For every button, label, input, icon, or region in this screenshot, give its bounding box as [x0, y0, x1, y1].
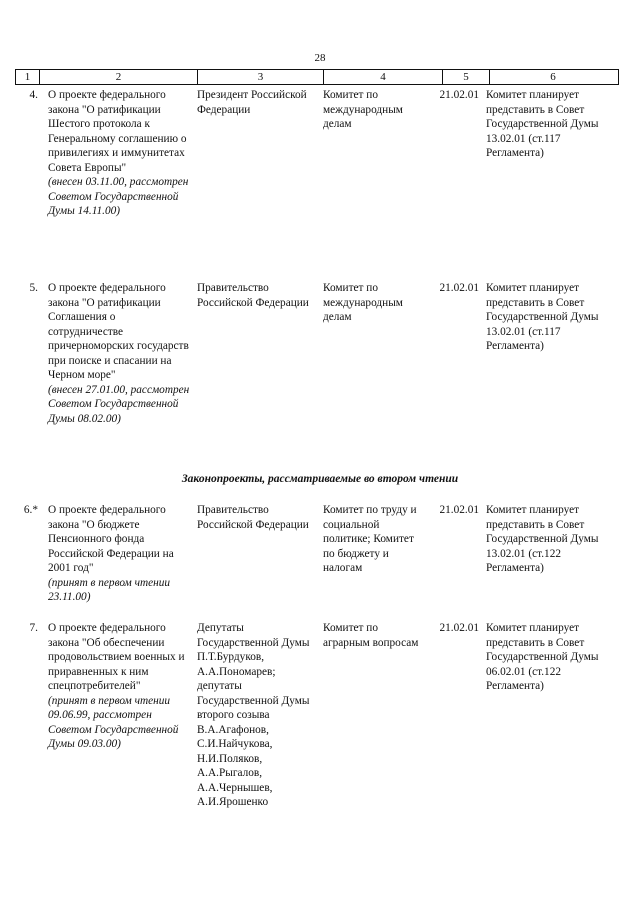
header-col-2: 2 [40, 70, 198, 84]
page-number: 28 [314, 52, 326, 64]
author: Депутаты Государственной Думы П.Т.Бурдуков, А.А.Пономарев; депутаты Государственной Думы второго созыва В.А.Агафонов, С.И.Найчукова, Н.И.Поляков, А.А.Рыгалов, А.А.Чернышев, А.И.Ярошенко [197, 622, 310, 808]
committee: Комитет по международным делам [323, 282, 403, 323]
row-number: 5. [29, 282, 38, 294]
remark: Комитет планирует представить в Совет Государственной Думы 13.02.01 (ст.122 Регламента) [486, 504, 599, 574]
bill-cell [48, 281, 193, 426]
row-number: 6.* [23, 504, 38, 516]
bill-cell [48, 621, 193, 752]
author: Правительство Российской Федерации [197, 504, 309, 531]
table-header [15, 69, 619, 85]
committee: Комитет по труду и социальной политике; Комитет по бюджету и налогам [323, 504, 417, 574]
bill-note: (внесен 27.01.00, рассмотрен Советом Государственной Думы 08.02.00) [48, 383, 190, 425]
row-number: 4. [29, 89, 38, 101]
bill-title: О проекте федерального закона "О бюджете Пенсионного фонда Российской Федерации на 2001 год" [48, 504, 174, 574]
committee: Комитет по международным делам [323, 89, 403, 130]
bill-note: (принят в первом чтении 23.11.00) [48, 576, 171, 603]
author: Правительство Российской Федерации [197, 282, 309, 309]
date: 21.02.01 [439, 89, 479, 101]
header-col-5: 5 [443, 70, 490, 84]
header-col-3: 3 [198, 70, 324, 84]
bill-note: (внесен 03.11.00, рассмотрен Советом Государственной Думы 14.11.00) [48, 176, 189, 217]
header-col-6: 6 [550, 71, 556, 83]
bill-note: (принят в первом чтении 09.06.99, рассмотрен Советом Государственной Думы 09.03.00) [48, 694, 179, 750]
author: Президент Российской Федерации [197, 89, 307, 116]
bill-title: О проекте федерального закона "Об обеспечении продовольствием военных и приравненных к ним спецпотребителей" [48, 622, 185, 692]
bill-cell [48, 503, 193, 605]
remark: Комитет планирует представить в Совет Государственной Думы 06.02.01 (ст.122 Регламента) [486, 622, 599, 692]
committee: Комитет по аграрным вопросам [323, 622, 419, 649]
date: 21.02.01 [439, 282, 479, 294]
row-number: 7. [29, 622, 38, 634]
date: 21.02.01 [439, 622, 479, 634]
remark: Комитет планирует представить в Совет Государственной Думы 13.02.01 (ст.117 Регламента) [486, 282, 599, 352]
header-col-1: 1 [16, 70, 40, 84]
date: 21.02.01 [439, 504, 479, 516]
header-col-4: 4 [324, 70, 443, 84]
section-title: Законопроекты, рассматриваемые во втором чтении [181, 473, 459, 485]
bill-cell [48, 88, 193, 219]
bill-title: О проекте федерального закона "О ратификации Соглашения о сотрудничестве причерноморских государств при поиске и спасании на Черном море" [48, 282, 189, 381]
bill-title: О проекте федерального закона "О ратификации Шестого протокола к Генеральному соглашению о привилегиях и иммунитетах Совета Европы" [48, 89, 187, 174]
remark: Комитет планирует представить в Совет Государственной Думы 13.02.01 (ст.117 Регламента) [486, 89, 599, 159]
